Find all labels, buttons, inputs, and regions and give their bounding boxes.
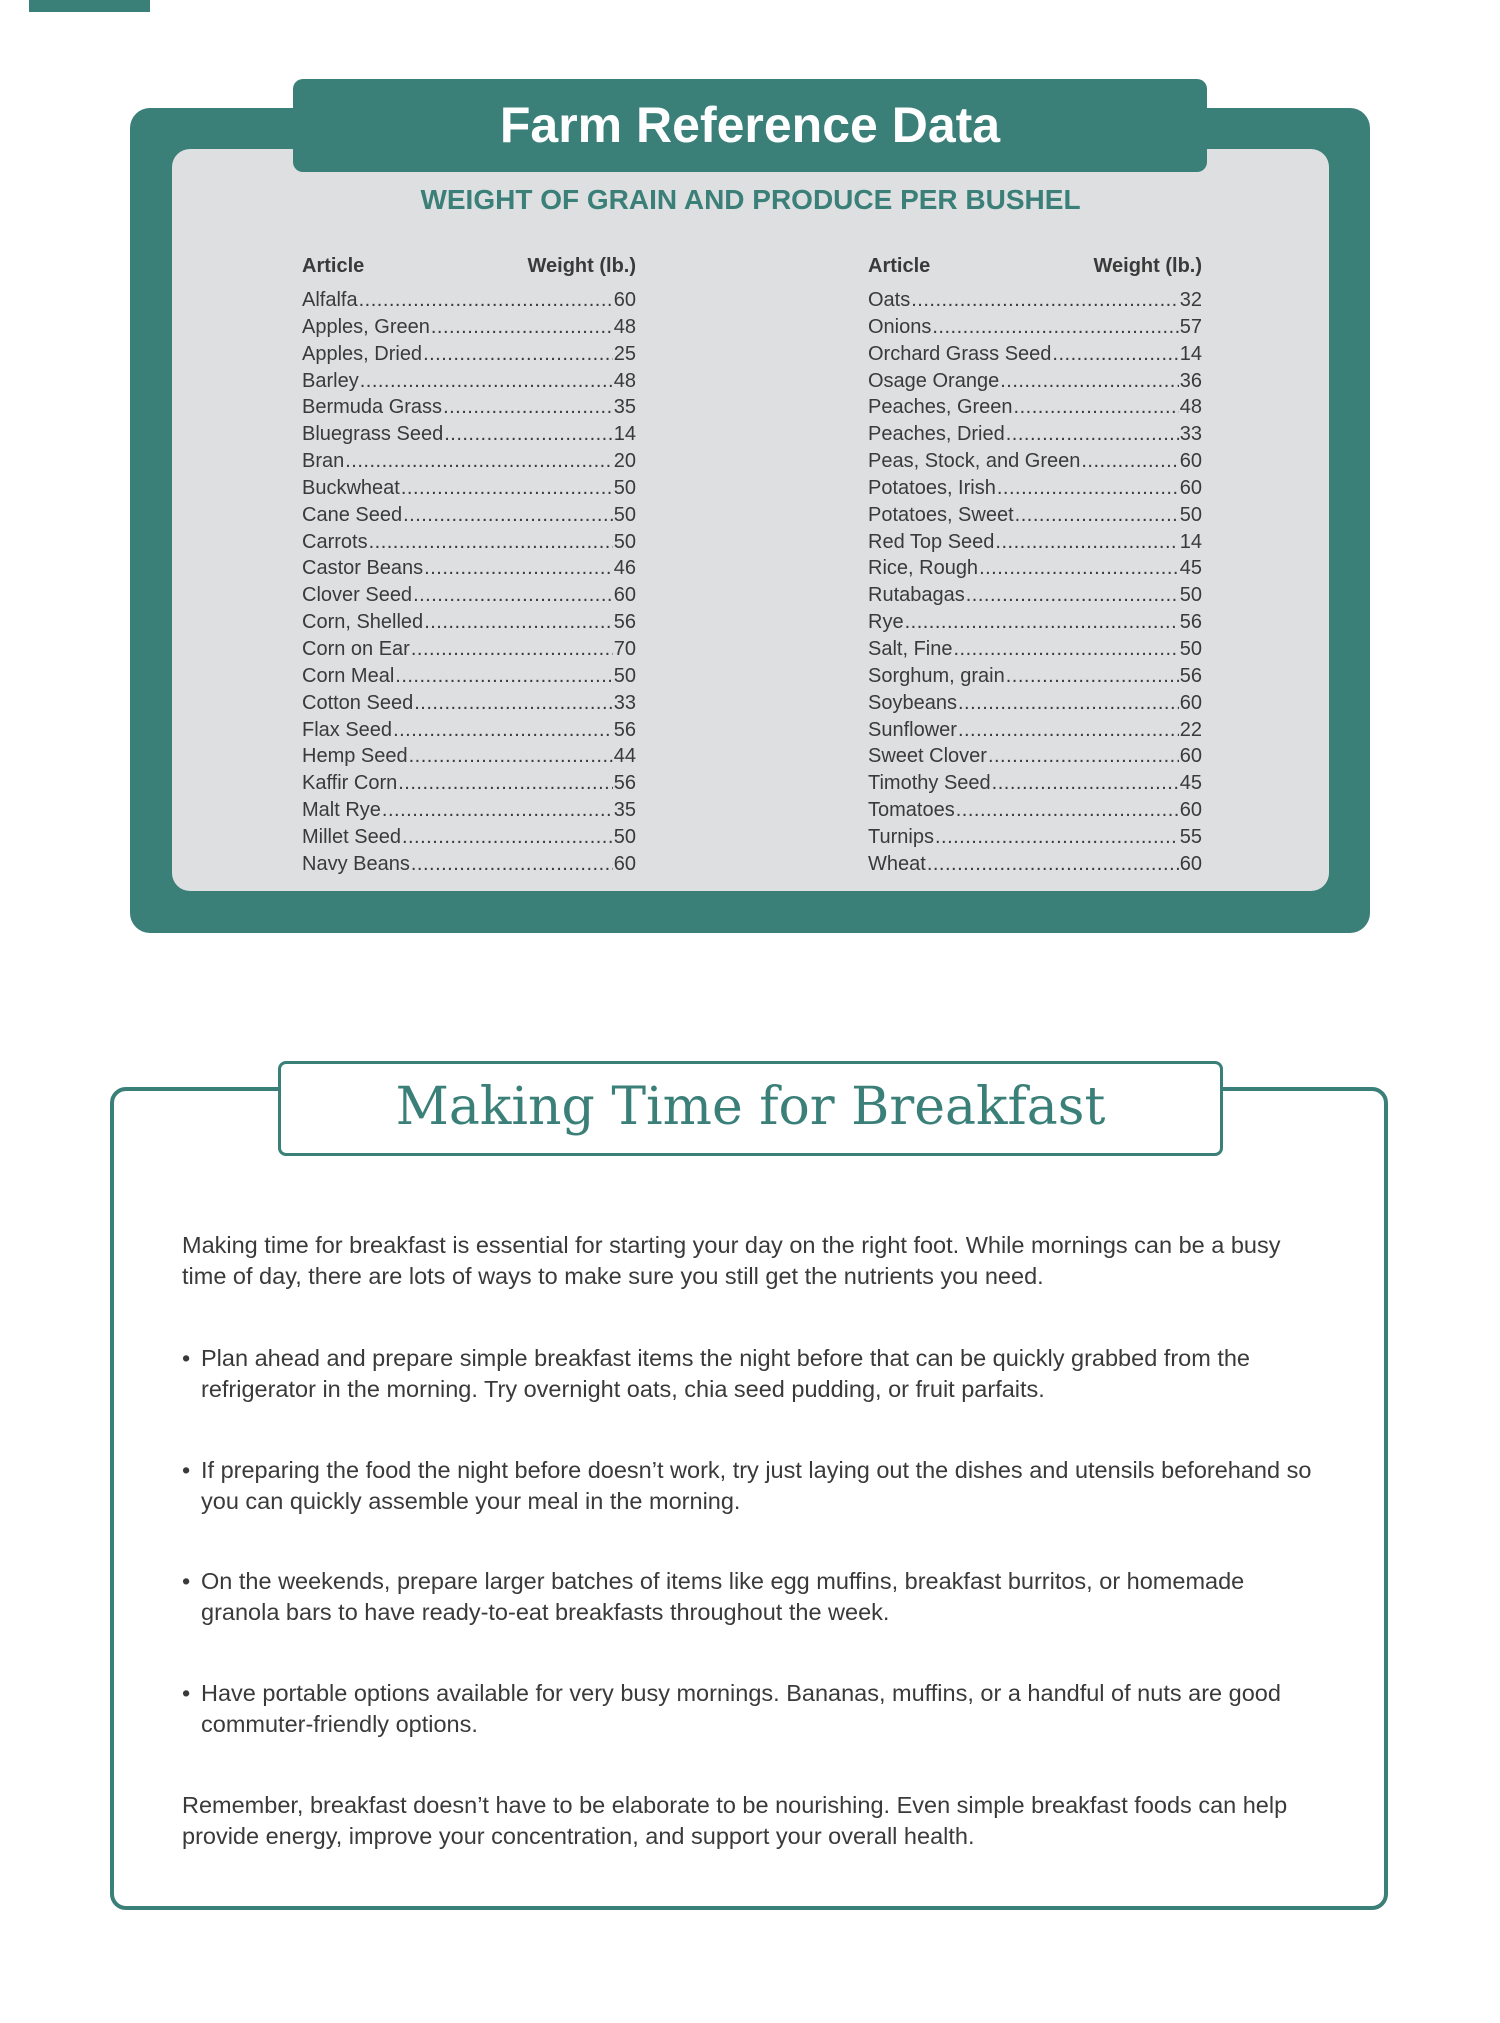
table-row: [302, 665, 636, 692]
table-row: [302, 557, 636, 584]
dot-leader: [927, 853, 1179, 876]
article-name: Millet Seed: [302, 825, 401, 848]
table-row: [302, 826, 636, 853]
article-name: Oats: [868, 289, 911, 311]
dot-leader: [935, 826, 1179, 849]
dot-leader: [958, 692, 1179, 715]
header-article: Article: [868, 255, 931, 277]
dot-leader: [423, 343, 613, 366]
article-name: Castor Beans: [302, 557, 424, 580]
article-name: Navy Beans: [302, 852, 410, 875]
table-row: [868, 423, 1202, 450]
dot-leader: [401, 477, 613, 500]
breakfast-tip-text: If preparing the food the night before doesn’t work, try just laying out the dishes and utensils beforehand so you can quickly assemble your meal in the morning.: [201, 1457, 1312, 1514]
table-row: [868, 799, 1202, 826]
weight-value: 14: [1179, 342, 1202, 365]
dot-leader: [414, 692, 613, 715]
article-name: Corn, Shelled: [302, 611, 424, 634]
article-name: Apples, Green: [302, 315, 430, 338]
dot-leader: [1052, 343, 1178, 366]
dot-leader: [409, 745, 613, 768]
bushel-weight-subtitle: WEIGHT OF GRAIN AND PRODUCE PER BUSHEL: [420, 184, 1081, 215]
article-name: Sorghum, grain: [868, 664, 1005, 687]
article-name: Wheat: [868, 852, 926, 875]
dot-leader: [997, 477, 1179, 500]
weight-value: 48: [613, 315, 636, 338]
table-row: [868, 504, 1202, 531]
dot-leader: [1081, 450, 1178, 473]
weight-value: 60: [613, 852, 636, 875]
weight-value: 60: [1179, 691, 1202, 714]
table-row: [302, 692, 636, 719]
header-article: Article: [302, 255, 365, 277]
header-weight: Weight (lb.): [1093, 255, 1202, 277]
weight-value: 60: [613, 584, 636, 607]
article-name: Onions: [868, 315, 932, 338]
weight-value: 56: [613, 611, 636, 634]
weight-value: 56: [1179, 611, 1202, 634]
table-row: [302, 289, 636, 316]
dot-leader: [369, 531, 613, 554]
table-row: [302, 504, 636, 531]
dot-leader: [992, 772, 1179, 795]
weight-value: 22: [1179, 718, 1202, 741]
dot-leader: [398, 772, 613, 795]
dot-leader: [979, 557, 1179, 580]
weight-value: 25: [613, 342, 636, 365]
dot-leader: [360, 370, 613, 393]
breakfast-title: Making Time for Breakfast: [278, 1061, 1223, 1156]
table-row: [302, 423, 636, 450]
dot-leader: [958, 719, 1179, 742]
dot-leader: [443, 396, 613, 419]
weight-value: 50: [613, 825, 636, 848]
article-name: Osage Orange: [868, 369, 1000, 392]
breakfast-tip-text: Have portable options available for very busy mornings. Bananas, muffins, or a handful of nuts are good commuter-friendly options.: [201, 1680, 1281, 1737]
table-row: [302, 772, 636, 799]
dot-leader: [444, 423, 613, 446]
breakfast-tip: [182, 1455, 1327, 1517]
dot-leader: [382, 799, 613, 822]
table-row: [868, 611, 1202, 638]
article-name: Bermuda Grass: [302, 396, 443, 419]
weight-value: 50: [1179, 637, 1202, 660]
dot-leader: [395, 665, 612, 688]
dot-leader: [411, 853, 613, 876]
article-name: Potatoes, Irish: [868, 476, 996, 499]
breakfast-tip: [182, 1678, 1327, 1740]
weight-value: 35: [613, 799, 636, 822]
bullet-marker: •: [182, 1568, 191, 1594]
farm-reference-title: Farm Reference Data: [293, 79, 1207, 172]
weight-value: 60: [1179, 450, 1202, 473]
article-name: Buckwheat: [302, 476, 400, 499]
weight-value: 33: [1179, 423, 1202, 446]
table-row: [302, 396, 636, 423]
article-name: Soybeans: [868, 691, 957, 714]
table-row: [302, 638, 636, 665]
weight-value: 45: [1179, 772, 1202, 795]
dot-leader: [995, 531, 1178, 554]
article-name: Potatoes, Sweet: [868, 503, 1014, 526]
breakfast-tip-text: Plan ahead and prepare simple breakfast items the night before that can be quickly grabbed from the refrigerator in the morning. Try overnight oats, chia seed pudding, or fruit parfaits.: [201, 1345, 1250, 1402]
article-name: Salt, Fine: [868, 637, 953, 660]
article-name: Barley: [302, 369, 359, 392]
weight-value: 60: [1179, 799, 1202, 822]
table-row: [302, 584, 636, 611]
table-row: [302, 370, 636, 397]
weight-value: 48: [1179, 396, 1202, 419]
table-row: [302, 611, 636, 638]
article-name: Flax Seed: [302, 718, 393, 741]
article-name: Peaches, Green: [868, 396, 1013, 419]
table-row: [302, 450, 636, 477]
weight-value: 60: [1179, 745, 1202, 768]
weight-value: 20: [613, 450, 636, 473]
table-row: [302, 745, 636, 772]
article-name: Hemp Seed: [302, 745, 408, 768]
article-name: Turnips: [868, 825, 934, 848]
article-name: Peas, Stock, and Green: [868, 450, 1081, 473]
table-row: [868, 370, 1202, 397]
table-row: [868, 853, 1202, 880]
article-name: Carrots: [302, 530, 368, 553]
dot-leader: [431, 316, 613, 339]
weight-value: 48: [613, 369, 636, 392]
weight-value: 14: [613, 423, 636, 446]
article-name: Rice, Rough: [868, 557, 979, 580]
weight-value: 56: [1179, 664, 1202, 687]
breakfast-tip-text: On the weekends, prepare larger batches of items like egg muffins, breakfast burritos, or homemade granola bars to have ready-to-eat breakfasts throughout the week.: [201, 1568, 1245, 1625]
table-row: [868, 450, 1202, 477]
dot-leader: [413, 584, 613, 607]
weight-value: 50: [1179, 584, 1202, 607]
bullet-marker: •: [182, 1680, 191, 1706]
article-name: Rye: [868, 611, 904, 634]
weight-value: 60: [1179, 852, 1202, 875]
article-name: Corn Meal: [302, 664, 395, 687]
article-name: Red Top Seed: [868, 530, 995, 553]
table-row: [868, 557, 1202, 584]
dot-leader: [988, 745, 1179, 768]
weight-value: 50: [613, 503, 636, 526]
weight-value: 50: [613, 664, 636, 687]
table-row: [868, 826, 1202, 853]
dot-leader: [1014, 396, 1179, 419]
weight-value: 60: [613, 289, 636, 311]
article-name: Cotton Seed: [302, 691, 414, 714]
weight-value: 36: [1179, 369, 1202, 392]
article-name: Sunflower: [868, 718, 957, 741]
weight-value: 46: [613, 557, 636, 580]
table-body: [868, 289, 1202, 880]
table-row: [868, 638, 1202, 665]
article-name: Rutabagas: [868, 584, 965, 607]
dot-leader: [403, 504, 613, 527]
article-name: Timothy Seed: [868, 772, 991, 795]
weight-value: 60: [1179, 476, 1202, 499]
article-name: Tomatoes: [868, 799, 955, 822]
article-name: Bran: [302, 450, 345, 473]
article-name: Peaches, Dried: [868, 423, 1005, 446]
article-name: Kaffir Corn: [302, 772, 398, 795]
weight-value: 50: [613, 530, 636, 553]
weight-value: 70: [613, 637, 636, 660]
weight-value: 33: [613, 691, 636, 714]
dot-leader: [359, 289, 613, 312]
article-name: Clover Seed: [302, 584, 413, 607]
table-row: [868, 719, 1202, 746]
weight-value: 50: [613, 476, 636, 499]
table-row: [868, 477, 1202, 504]
table-row: [302, 477, 636, 504]
breakfast-tip: [182, 1343, 1327, 1405]
weight-value: 57: [1179, 315, 1202, 338]
table-row: [868, 531, 1202, 558]
dot-leader: [953, 638, 1178, 661]
table-row: [302, 719, 636, 746]
article-name: Cane Seed: [302, 503, 403, 526]
weight-value: 14: [1179, 530, 1202, 553]
dot-leader: [1000, 370, 1179, 393]
breakfast-closing: Remember, breakfast doesn’t have to be elaborate to be nourishing. Even simple breakfast foods can help provide energy, improve your concentration, and support your overall health.: [182, 1792, 1288, 1849]
table-body: [302, 289, 636, 880]
bullet-marker: •: [182, 1345, 191, 1371]
dot-leader: [1015, 504, 1179, 527]
weight-value: 35: [613, 396, 636, 419]
article-name: Malt Rye: [302, 799, 381, 822]
table-row: [868, 316, 1202, 343]
table-row: [868, 289, 1202, 316]
weight-value: 56: [613, 772, 636, 795]
article-name: Sweet Clover: [868, 745, 987, 768]
dot-leader: [1006, 665, 1179, 688]
weight-value: 55: [1179, 825, 1202, 848]
table-row: [868, 665, 1202, 692]
bullet-marker: •: [182, 1457, 191, 1483]
header-weight: Weight (lb.): [527, 255, 636, 277]
article-name: Bluegrass Seed: [302, 423, 444, 446]
corner-accent-bar: [29, 0, 150, 12]
table-row: [868, 772, 1202, 799]
table-row: [868, 692, 1202, 719]
table-row: [302, 531, 636, 558]
weight-table-left: [302, 255, 636, 880]
table-header: [868, 255, 1202, 285]
weight-value: 50: [1179, 503, 1202, 526]
dot-leader: [932, 316, 1178, 339]
breakfast-tip: [182, 1566, 1327, 1628]
table-row: [302, 799, 636, 826]
dot-leader: [345, 450, 613, 473]
dot-leader: [911, 289, 1179, 312]
table-row: [302, 316, 636, 343]
article-name: Alfalfa: [302, 289, 358, 311]
table-row: [302, 343, 636, 370]
breakfast-intro: Making time for breakfast is essential for starting your day on the right foot. While mornings can be a busy time of day, there are lots of ways to make sure you still get the nutrients you need.: [182, 1232, 1281, 1289]
dot-leader: [1006, 423, 1179, 446]
article-name: Corn on Ear: [302, 637, 410, 660]
weight-value: 56: [613, 718, 636, 741]
table-row: [868, 745, 1202, 772]
dot-leader: [402, 826, 613, 849]
weight-value: 32: [1179, 289, 1202, 311]
article-name: Apples, Dried: [302, 342, 423, 365]
weight-value: 44: [613, 745, 636, 768]
dot-leader: [956, 799, 1179, 822]
dot-leader: [966, 584, 1179, 607]
dot-leader: [905, 611, 1179, 634]
dot-leader: [424, 611, 613, 634]
table-header: [302, 255, 636, 285]
weight-value: 45: [1179, 557, 1202, 580]
weight-table-right: [868, 255, 1202, 880]
table-row: [302, 853, 636, 880]
table-row: [868, 343, 1202, 370]
table-row: [868, 396, 1202, 423]
article-name: Orchard Grass Seed: [868, 342, 1052, 365]
dot-leader: [393, 719, 613, 742]
table-row: [868, 584, 1202, 611]
dot-leader: [411, 638, 613, 661]
dot-leader: [424, 557, 613, 580]
